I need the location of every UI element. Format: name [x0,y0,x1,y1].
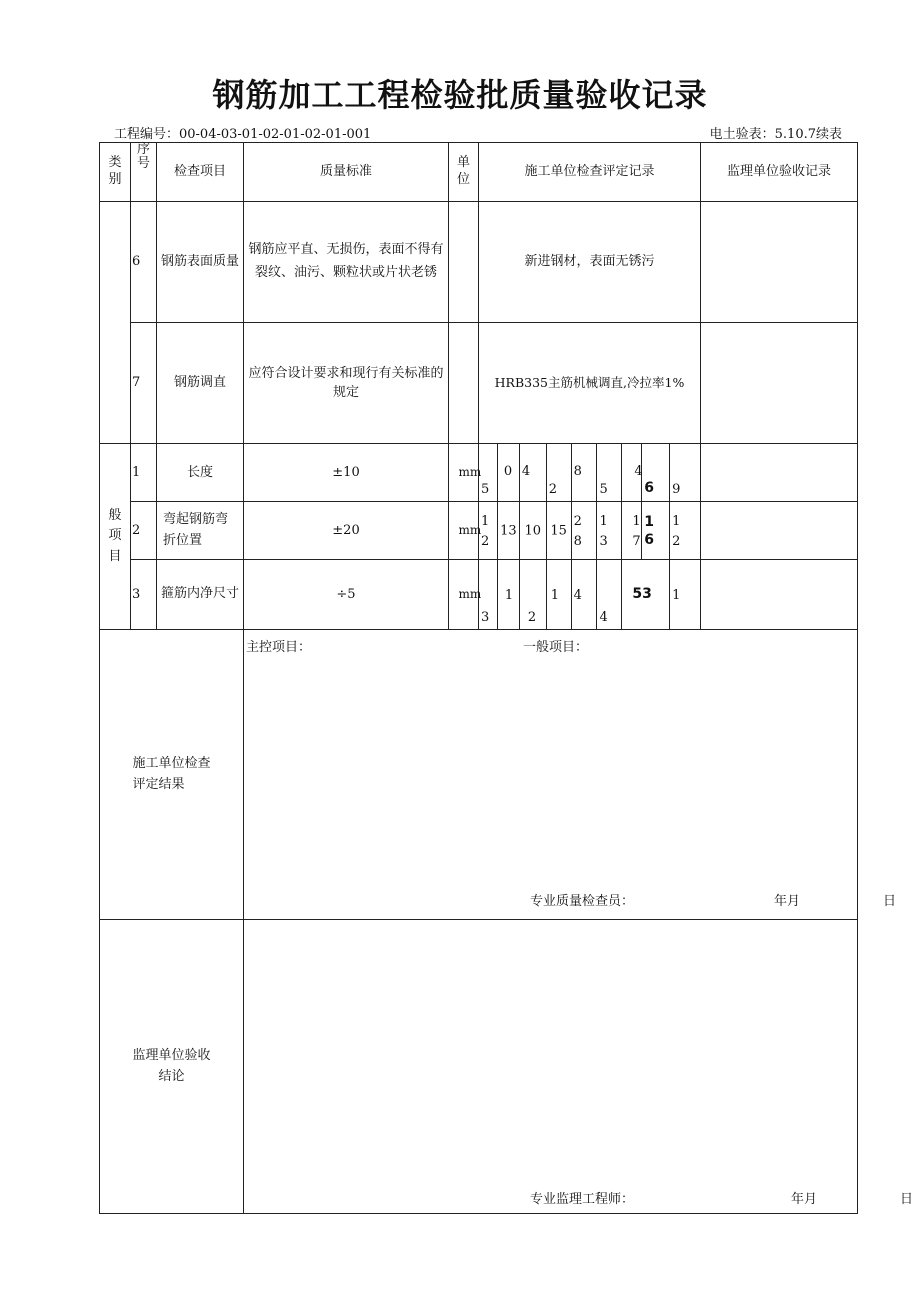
item-g3: 箍筋内净尺寸 [157,560,244,630]
header-seq: 序号 [131,143,157,202]
standard-6: 钢筋应平直、无损伤，表面不得有裂纹、油污、颗粒状或片状老锈 [244,202,449,323]
record-6: 新进钢材，表面无锈污 [479,202,701,323]
measurements-g3: 3 1 2 1 4 4 53 1 [479,560,701,630]
unit-g2: mm [449,502,479,560]
item-g2: 弯起钢筋弯折位置 [157,502,244,560]
inspector-label: 专业质量检查员： [530,894,635,909]
header-contractor-record: 施工单位检查评定记录 [479,143,701,202]
item-7: 钢筋调直 [157,323,244,444]
category-general: 般项目 [100,444,131,630]
supervisor-result-body [244,920,914,1214]
header-item: 检查项目 [157,143,244,202]
general-items-label: 一般项目： [523,640,589,655]
supervisor-g3 [701,560,858,630]
contractor-result-label: 施工单位检查评定结果 [100,630,244,920]
record-7: HRB335主筋机械调直,冷拉率1% [479,323,701,444]
supervisor-date-ym: 年月 [791,1192,818,1207]
main-items-label: 主控项目： [246,640,312,655]
contractor-date-ym: 年月 [774,894,801,909]
inspection-table [99,142,914,1214]
measurements-g2: 1 2 13 10 15 2 8 1 3 1 7 1 6 1 2 [479,502,701,560]
header-unit: 单位 [449,143,479,202]
project-number: 工程编号：00-04-03-01-02-01-02-01-001 [114,127,372,142]
seq-7: 7 [131,323,157,444]
seq-g3: 3 [131,560,157,630]
header-category: 类别 [100,143,131,202]
engineer-label: 专业监理工程师： [530,1192,635,1207]
contractor-date-d: 日 [883,894,897,909]
standard-g2: ±20 [244,502,449,560]
supervisor-g1 [701,444,858,502]
page-title: 钢筋加工工程检验批质量验收记录 [212,76,708,114]
standard-g3: ÷5 [244,560,449,630]
category-main [100,202,131,444]
header-supervisor-record: 监理单位验收记录 [701,143,858,202]
unit-g1: mm [449,444,479,502]
form-number: 电土验表：5.10.7续表 [709,127,842,142]
supervisor-result-label: 监理单位验收结论 [100,920,244,1214]
unit-7 [449,323,479,444]
seq-g1: 1 [131,444,157,502]
item-g1: 长度 [157,444,244,502]
item-6: 钢筋表面质量 [157,202,244,323]
measurements-g1: 5 0 4 2 8 5 4 6 9 [479,444,701,502]
header-standard: 质量标准 [244,143,449,202]
supervisor-date-d: 日 [900,1192,914,1207]
standard-7: 应符合设计要求和现行有关标准的规定 [244,323,449,444]
supervisor-g2 [701,502,858,560]
supervisor-7 [701,323,858,444]
seq-6: 6 [131,202,157,323]
supervisor-6 [701,202,858,323]
standard-g1: ±10 [244,444,449,502]
unit-6 [449,202,479,323]
unit-g3: mm [449,560,479,630]
seq-g2: 2 [131,502,157,560]
contractor-result-body [244,630,897,920]
